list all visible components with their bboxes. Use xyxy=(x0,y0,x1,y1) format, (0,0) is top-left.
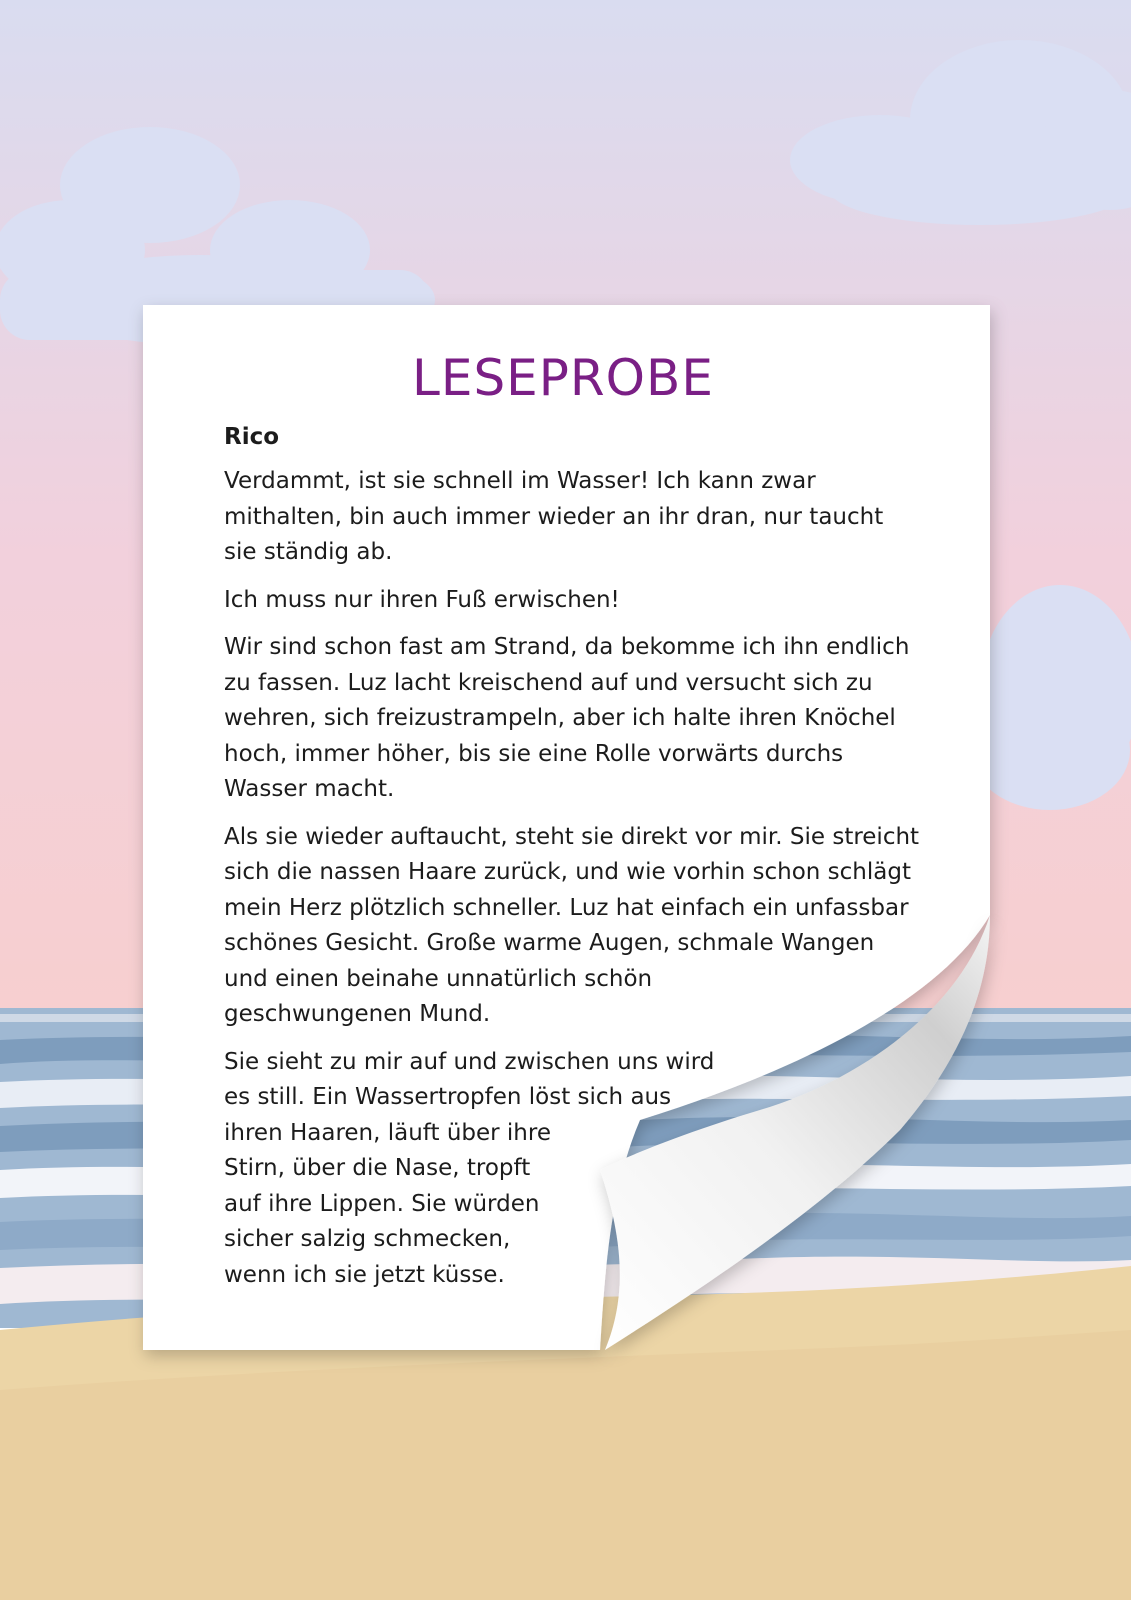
paragraph xyxy=(224,583,944,619)
text-line: ihren Haaren, läuft über ihre xyxy=(224,1119,551,1146)
paragraph xyxy=(224,820,944,1033)
text-line: Verdammt, ist sie schnell im Wasser! Ich kann zwar xyxy=(224,468,816,494)
text-line: zu fassen. Luz lacht kreischend auf und versucht sich zu xyxy=(224,669,873,696)
text-line: sicher salzig schmecken, xyxy=(224,1226,511,1252)
text-line: hoch, immer höher, bis sie eine Rolle vorwärts durchs xyxy=(224,740,844,767)
text-line: Als sie wieder auftaucht, steht sie direkt vor mir. Sie streicht xyxy=(224,823,920,850)
page-title: LESEPROBE xyxy=(412,349,714,407)
text-line: geschwungenen Mund. xyxy=(224,1001,491,1027)
paragraph xyxy=(224,464,944,571)
excerpt-paragraphs xyxy=(224,464,944,1293)
text-line: Sie sieht zu mir auf und zwischen uns wird xyxy=(224,1048,715,1075)
text-line: mein Herz plötzlich schneller. Luz hat einfach ein unfassbar xyxy=(224,894,909,921)
paragraph xyxy=(224,630,944,808)
text-line: sich die nassen Haare zurück, und wie vorhin schon schlägt xyxy=(224,859,911,885)
text-line: es still. Ein Wassertropfen löst sich aus xyxy=(224,1084,672,1110)
text-line: wenn ich sie jetzt küsse. xyxy=(224,1261,505,1288)
speaker-name: Rico xyxy=(224,424,280,450)
text-line: und einen beinahe unnatürlich schön xyxy=(224,965,653,992)
text-line: wehren, sich freizustrampeln, aber ich halte ihren Knöchel xyxy=(224,705,896,731)
text-line: sie ständig ab. xyxy=(224,539,393,565)
text-line: mithalten, bin auch immer wieder an ihr dran, nur taucht xyxy=(224,503,884,530)
text-line: auf ihre Lippen. Sie würden xyxy=(224,1190,540,1217)
excerpt-text xyxy=(224,342,944,1305)
text-line: Stirn, über die Nase, tropft xyxy=(224,1155,531,1181)
text-line: schönes Gesicht. Große warme Augen, schmale Wangen xyxy=(224,930,875,956)
text-line: Ich muss nur ihren Fuß erwischen! xyxy=(224,586,620,613)
paragraph xyxy=(224,1045,944,1294)
text-line: Wir sind schon fast am Strand, da bekomme ich ihn endlich xyxy=(224,634,910,660)
text-line: Wasser macht. xyxy=(224,776,395,802)
